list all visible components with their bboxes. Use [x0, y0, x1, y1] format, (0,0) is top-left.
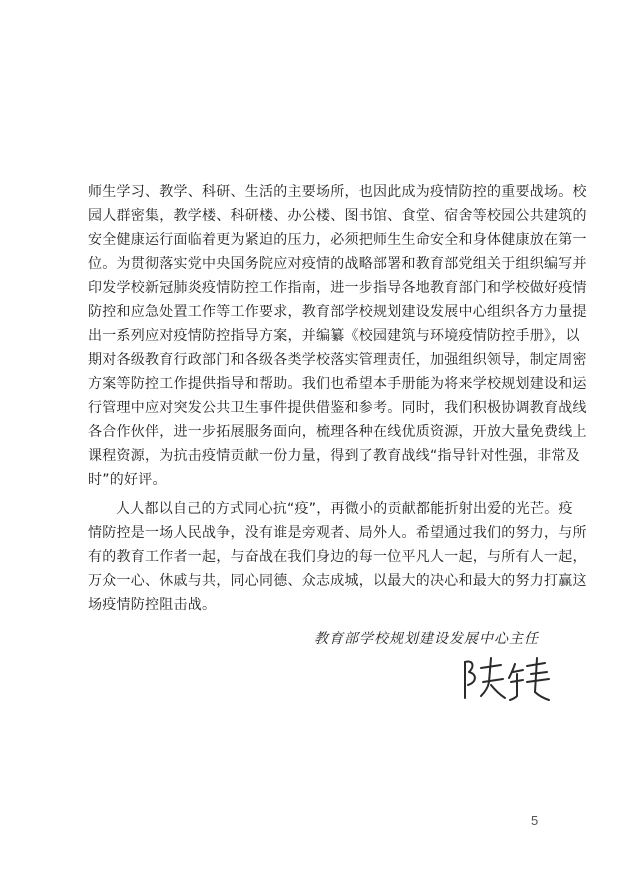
text-line: 出一系列应对疫情防控指导方案，并编纂《校园建筑与环境疫情防控手册》，以: [88, 328, 580, 344]
text-line: 印发学校新冠肺炎疫情防控工作指南，进一步指导各地教育部门和学校做好疫情: [88, 280, 587, 296]
text-line: 园人群密集，教学楼、科研楼、办公楼、图书馆、食堂、宿舍等校园公共建筑的: [88, 208, 587, 224]
handwritten-signature: [455, 652, 555, 708]
text-line: 时”的好评。: [88, 472, 167, 488]
body-text: [88, 180, 587, 617]
text-line: 情防控是一场人民战争，没有谁是旁观者、局外人。希望通过我们的努力，与所: [88, 525, 587, 541]
page-number: 5: [531, 813, 539, 828]
text-line: 万众一心、休戚与共，同心同德、众志成城，以最大的决心和最大的努力打赢这: [88, 573, 587, 589]
text-line: 人人都以自己的方式同心抗“疫”，再微小的贡献都能折射出爱的光芒。疫: [116, 501, 573, 517]
paragraph-2: [88, 497, 587, 617]
text-line: 师生学习、教学、科研、生活的主要场所，也因此成为疫情防控的重要战场。校: [88, 184, 587, 200]
text-line: 方案等防控工作提供指导和帮助。我们也希望本手册能为将来学校规划建设和运: [88, 376, 587, 392]
text-line: 安全健康运行面临着更为紧迫的压力，必须把师生生命安全和身体健康放在第一: [88, 232, 587, 248]
text-line: 防控和应急处置工作等工作要求，教育部学校规划建设发展中心组织各方力量提: [88, 304, 587, 320]
text-line: 课程资源，为抗击疫情贡献一份力量，得到了教育战线“指导针对性强，非常及: [88, 448, 581, 464]
text-line: 有的教育工作者一起，与奋战在我们身边的每一位平凡人一起，与所有人一起，: [88, 549, 587, 565]
signature-title: 教育部学校规划建设发展中心主任: [314, 631, 539, 647]
text-line: 各合作伙伴，进一步拓展服务面向，梳理各种在线优质资源，开放大量免费线上: [88, 424, 587, 440]
text-line: 行管理中应对突发公共卫生事件提供借鉴和参考。同时，我们积极协调教育战线: [88, 400, 587, 416]
paragraph-1: [88, 180, 587, 492]
text-line: 场疫情防控阻击战。: [88, 597, 217, 613]
text-line: 位。为贯彻落实党中央国务院应对疫情的战略部署和教育部党组关于组织编写并: [88, 256, 587, 272]
text-line: 期对各级教育行政部门和各级各类学校落实管理责任，加强组织领导，制定周密: [88, 352, 587, 368]
